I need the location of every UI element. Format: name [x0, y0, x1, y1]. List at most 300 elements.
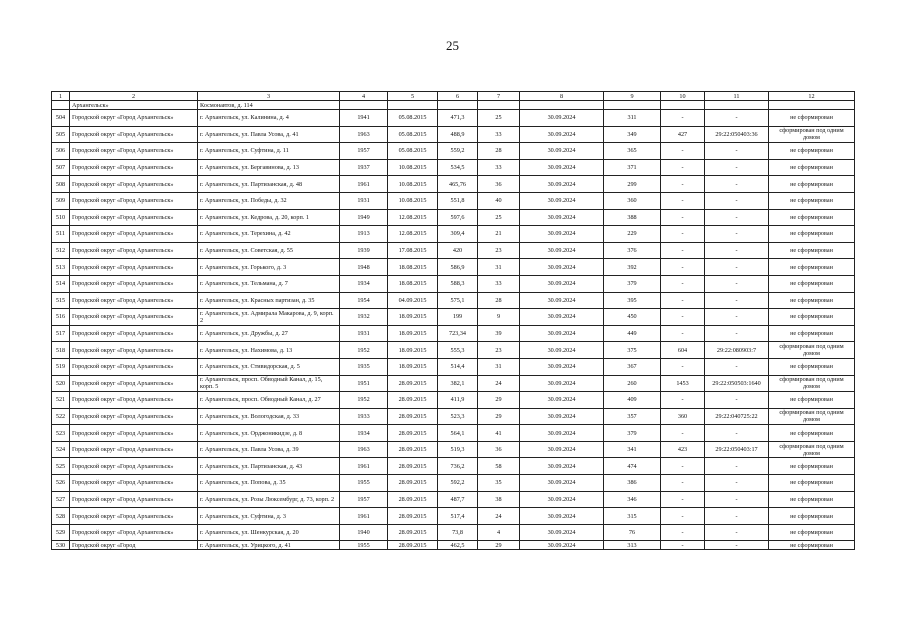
district-cell: Городской округ «Город Архангельск» — [70, 309, 198, 326]
deadline-date-cell: 30.09.2024 — [520, 309, 604, 326]
value-cell: 311 — [604, 110, 661, 127]
table-row — [52, 325, 855, 342]
status-cell: сформирован под одним домом — [769, 408, 855, 425]
area-cell: 736,2 — [438, 458, 478, 475]
district-cell: Городской округ «Город Архангельск» — [70, 408, 198, 425]
status-cell: не сформирован — [769, 309, 855, 326]
date-cell: 28.09.2015 — [388, 541, 438, 550]
status-cell: не сформирован — [769, 192, 855, 209]
district-cell: Городской округ «Город Архангельск» — [70, 441, 198, 458]
value-cell: 376 — [604, 242, 661, 259]
address-cell: г. Архангельск, ул. Красных партизан, д. 35 — [198, 292, 340, 309]
year-cell: 1931 — [340, 325, 388, 342]
date-cell: 10.08.2015 — [388, 159, 438, 176]
column-number-header-row — [52, 92, 855, 101]
date-cell: 28.09.2015 — [388, 475, 438, 492]
row-number-cell: 523 — [52, 425, 70, 442]
count-cell: 24 — [478, 508, 520, 525]
table-row — [52, 242, 855, 259]
cadastral-number-cell: - — [705, 176, 769, 193]
status-cell: не сформирован — [769, 392, 855, 409]
year-cell: 1955 — [340, 475, 388, 492]
district-cell: Городской округ «Город — [70, 541, 198, 550]
row-number-cell: 510 — [52, 209, 70, 226]
district-cell: Городской округ «Город Архангельск» — [70, 342, 198, 359]
cadastral-number-cell: 29:22:040725:22 — [705, 408, 769, 425]
row-number-cell: 530 — [52, 541, 70, 550]
continuation-row — [52, 101, 855, 110]
district-cell: Городской округ «Город Архангельск» — [70, 358, 198, 375]
date-cell: 28.09.2015 — [388, 392, 438, 409]
column-header: 2 — [70, 92, 198, 101]
row-number-cell: 507 — [52, 159, 70, 176]
cadastral-number-cell: - — [705, 392, 769, 409]
status-cell: не сформирован — [769, 242, 855, 259]
area-cell: 309,4 — [438, 226, 478, 243]
year-cell: 1952 — [340, 392, 388, 409]
year-cell: 1933 — [340, 408, 388, 425]
address-cell: Космонавтов, д. 114 — [198, 101, 340, 110]
year-cell: 1948 — [340, 259, 388, 276]
count-cell: 28 — [478, 143, 520, 160]
table-row — [52, 375, 855, 392]
row-number-cell: 511 — [52, 226, 70, 243]
value-cell: 395 — [604, 292, 661, 309]
area-cell: 559,2 — [438, 143, 478, 160]
year-cell: 1940 — [340, 524, 388, 541]
area-cell: 487,7 — [438, 491, 478, 508]
area-cell: 523,3 — [438, 408, 478, 425]
status-cell: не сформирован — [769, 259, 855, 276]
table-row — [52, 541, 855, 550]
cadastral-number-cell: - — [705, 524, 769, 541]
column-header: 7 — [478, 92, 520, 101]
district-cell: Городской округ «Город Архангельск» — [70, 259, 198, 276]
page-number: 25 — [446, 38, 459, 53]
table-row — [52, 309, 855, 326]
cadastral-number-cell: - — [705, 192, 769, 209]
status-cell: не сформирован — [769, 491, 855, 508]
cadastral-number-cell: - — [705, 143, 769, 160]
district-cell: Городской округ «Город Архангельск» — [70, 375, 198, 392]
cadastral-number-cell: - — [705, 325, 769, 342]
date-cell: 28.09.2015 — [388, 491, 438, 508]
district-cell: Городской округ «Город Архангельск» — [70, 458, 198, 475]
row-number-cell: 524 — [52, 441, 70, 458]
status-cell: не сформирован — [769, 508, 855, 525]
table-row — [52, 275, 855, 292]
cadastral-number-cell: - — [705, 275, 769, 292]
area-cell: 723,34 — [438, 325, 478, 342]
count-cell: 40 — [478, 192, 520, 209]
area-cell: 575,1 — [438, 292, 478, 309]
status-cell: сформирован под одним домом — [769, 441, 855, 458]
land-area-cell: 1453 — [661, 375, 705, 392]
land-area-cell: 604 — [661, 342, 705, 359]
row-number-cell: 505 — [52, 126, 70, 143]
year-cell: 1952 — [340, 342, 388, 359]
status-cell: не сформирован — [769, 209, 855, 226]
table-row — [52, 475, 855, 492]
district-cell: Городской округ «Город Архангельск» — [70, 226, 198, 243]
count-cell: 23 — [478, 242, 520, 259]
deadline-date-cell: 30.09.2024 — [520, 408, 604, 425]
status-cell: не сформирован — [769, 275, 855, 292]
row-number-cell: 509 — [52, 192, 70, 209]
address-cell: г. Архангельск, ул. Попова, д. 35 — [198, 475, 340, 492]
land-area-cell: - — [661, 192, 705, 209]
cadastral-number-cell: - — [705, 110, 769, 127]
table-row — [52, 508, 855, 525]
count-cell: 31 — [478, 259, 520, 276]
area-cell: 199 — [438, 309, 478, 326]
cadastral-number-cell: - — [705, 425, 769, 442]
column-header: 9 — [604, 92, 661, 101]
count-cell: 23 — [478, 342, 520, 359]
column-header: 3 — [198, 92, 340, 101]
value-cell: 474 — [604, 458, 661, 475]
table-row — [52, 110, 855, 127]
status-cell: не сформирован — [769, 226, 855, 243]
district-cell: Городской округ «Город Архангельск» — [70, 176, 198, 193]
address-cell: г. Архангельск, ул. Адмирала Макарова, д. 9, корп. 2 — [198, 309, 340, 326]
land-area-cell: - — [661, 176, 705, 193]
land-area-cell: 423 — [661, 441, 705, 458]
land-area-cell: - — [661, 209, 705, 226]
count-cell: 25 — [478, 209, 520, 226]
table-row — [52, 143, 855, 160]
value-cell: 299 — [604, 176, 661, 193]
table-row — [52, 491, 855, 508]
land-area-cell: - — [661, 259, 705, 276]
value-cell: 229 — [604, 226, 661, 243]
row-number-cell: 519 — [52, 358, 70, 375]
value-cell: 341 — [604, 441, 661, 458]
status-cell: не сформирован — [769, 325, 855, 342]
table-row — [52, 259, 855, 276]
deadline-date-cell: 30.09.2024 — [520, 259, 604, 276]
address-cell: г. Архангельск, ул. Тельмана, д. 7 — [198, 275, 340, 292]
date-cell: 10.08.2015 — [388, 192, 438, 209]
district-cell: Городской округ «Город Архангельск» — [70, 508, 198, 525]
area-cell: 564,1 — [438, 425, 478, 442]
deadline-date-cell: 30.09.2024 — [520, 275, 604, 292]
value-cell: 346 — [604, 491, 661, 508]
date-cell: 18.09.2015 — [388, 358, 438, 375]
year-cell: 1961 — [340, 458, 388, 475]
year-cell: 1934 — [340, 275, 388, 292]
value-cell: 365 — [604, 143, 661, 160]
table-row — [52, 342, 855, 359]
count-cell: 29 — [478, 392, 520, 409]
land-area-cell: - — [661, 143, 705, 160]
address-cell: г. Архангельск, ул. Орджоникидзе, д. 8 — [198, 425, 340, 442]
column-header: 4 — [340, 92, 388, 101]
date-cell: 28.09.2015 — [388, 375, 438, 392]
land-area-cell: - — [661, 524, 705, 541]
row-number-cell: 504 — [52, 110, 70, 127]
column-header: 10 — [661, 92, 705, 101]
count-cell: 41 — [478, 425, 520, 442]
deadline-date-cell: 30.09.2024 — [520, 342, 604, 359]
row-number-cell: 513 — [52, 259, 70, 276]
land-area-cell: - — [661, 275, 705, 292]
cadastral-number-cell: - — [705, 358, 769, 375]
deadline-date-cell: 30.09.2024 — [520, 292, 604, 309]
date-cell: 05.08.2015 — [388, 126, 438, 143]
count-cell: 58 — [478, 458, 520, 475]
land-area-cell: - — [661, 292, 705, 309]
district-cell: Городской округ «Город Архангельск» — [70, 242, 198, 259]
count-cell: 28 — [478, 292, 520, 309]
address-cell: г. Архангельск, ул. Шенкурская, д. 20 — [198, 524, 340, 541]
address-cell: г. Архангельск, ул. Калинина, д. 4 — [198, 110, 340, 127]
land-area-cell: - — [661, 226, 705, 243]
land-area-cell: - — [661, 110, 705, 127]
row-number-cell: 526 — [52, 475, 70, 492]
value-cell: 379 — [604, 425, 661, 442]
cadastral-number-cell: - — [705, 242, 769, 259]
table-row — [52, 358, 855, 375]
row-number-cell: 515 — [52, 292, 70, 309]
year-cell: 1939 — [340, 242, 388, 259]
status-cell: не сформирован — [769, 541, 855, 550]
address-cell: г. Архангельск, ул. Урицкого, д. 41 — [198, 541, 340, 550]
district-cell: Городской округ «Город Архангельск» — [70, 491, 198, 508]
value-cell: 315 — [604, 508, 661, 525]
date-cell: 04.09.2015 — [388, 292, 438, 309]
status-cell: не сформирован — [769, 292, 855, 309]
table-row — [52, 176, 855, 193]
year-cell: 1963 — [340, 126, 388, 143]
year-cell: 1941 — [340, 110, 388, 127]
year-cell: 1937 — [340, 159, 388, 176]
address-cell: г. Архангельск, ул. Партизанская, д. 48 — [198, 176, 340, 193]
area-cell: 471,3 — [438, 110, 478, 127]
address-cell: г. Архангельск, ул. Горького, д. 3 — [198, 259, 340, 276]
cadastral-number-cell: - — [705, 292, 769, 309]
date-cell: 18.08.2015 — [388, 259, 438, 276]
table-row — [52, 126, 855, 143]
count-cell: 38 — [478, 491, 520, 508]
count-cell: 36 — [478, 441, 520, 458]
row-number-cell: 508 — [52, 176, 70, 193]
status-cell: не сформирован — [769, 110, 855, 127]
count-cell: 35 — [478, 475, 520, 492]
value-cell: 349 — [604, 126, 661, 143]
table-row — [52, 292, 855, 309]
address-cell: г. Архангельск, ул. Терехина, д. 42 — [198, 226, 340, 243]
date-cell: 18.09.2015 — [388, 325, 438, 342]
date-cell: 18.09.2015 — [388, 309, 438, 326]
area-cell: 551,8 — [438, 192, 478, 209]
cadastral-number-cell: 29:22:050403:17 — [705, 441, 769, 458]
row-number-cell: 514 — [52, 275, 70, 292]
column-header: 6 — [438, 92, 478, 101]
deadline-date-cell: 30.09.2024 — [520, 226, 604, 243]
area-cell: 586,9 — [438, 259, 478, 276]
date-cell: 28.09.2015 — [388, 458, 438, 475]
table-row — [52, 425, 855, 442]
land-area-cell: - — [661, 475, 705, 492]
district-cell: Городской округ «Город Архангельск» — [70, 192, 198, 209]
date-cell: 28.09.2015 — [388, 508, 438, 525]
table-row — [52, 524, 855, 541]
year-cell: 1963 — [340, 441, 388, 458]
table-row — [52, 408, 855, 425]
year-cell: 1957 — [340, 143, 388, 160]
count-cell: 4 — [478, 524, 520, 541]
status-cell: не сформирован — [769, 524, 855, 541]
address-cell: г. Архангельск, ул. Партизанская, д. 43 — [198, 458, 340, 475]
row-number-cell: 528 — [52, 508, 70, 525]
area-cell: 519,3 — [438, 441, 478, 458]
column-header: 1 — [52, 92, 70, 101]
row-number-cell: 522 — [52, 408, 70, 425]
deadline-date-cell: 30.09.2024 — [520, 242, 604, 259]
value-cell: 313 — [604, 541, 661, 550]
count-cell: 31 — [478, 358, 520, 375]
value-cell: 449 — [604, 325, 661, 342]
area-cell: 382,1 — [438, 375, 478, 392]
table-row — [52, 159, 855, 176]
status-cell: не сформирован — [769, 176, 855, 193]
value-cell: 371 — [604, 159, 661, 176]
land-area-cell: - — [661, 242, 705, 259]
land-area-cell: 427 — [661, 126, 705, 143]
date-cell: 05.08.2015 — [388, 143, 438, 160]
district-cell: Городской округ «Город Архангельск» — [70, 126, 198, 143]
column-header: 11 — [705, 92, 769, 101]
address-cell: г. Архангельск, ул. Советская, д. 55 — [198, 242, 340, 259]
year-cell: 1951 — [340, 375, 388, 392]
value-cell: 379 — [604, 275, 661, 292]
row-number-cell: 520 — [52, 375, 70, 392]
district-cell: Архангельск» — [70, 101, 198, 110]
deadline-date-cell: 30.09.2024 — [520, 159, 604, 176]
deadline-date-cell: 30.09.2024 — [520, 425, 604, 442]
district-cell: Городской округ «Город Архангельск» — [70, 524, 198, 541]
value-cell: 367 — [604, 358, 661, 375]
address-cell: г. Архангельск, ул. Розы Люксембург, д. 73, корп. 2 — [198, 491, 340, 508]
deadline-date-cell: 30.09.2024 — [520, 375, 604, 392]
status-cell: не сформирован — [769, 143, 855, 160]
row-number-cell: 518 — [52, 342, 70, 359]
column-header: 5 — [388, 92, 438, 101]
address-cell: г. Архангельск, ул. Павла Усова, д. 39 — [198, 441, 340, 458]
date-cell: 12.08.2015 — [388, 209, 438, 226]
count-cell: 33 — [478, 126, 520, 143]
date-cell: 18.09.2015 — [388, 342, 438, 359]
district-cell: Городской округ «Город Архангельск» — [70, 275, 198, 292]
address-cell: г. Архангельск, ул. Кедрова, д. 20, корп. 1 — [198, 209, 340, 226]
count-cell: 33 — [478, 275, 520, 292]
address-cell: г. Архангельск, просп. Обводный Канал, д. 27 — [198, 392, 340, 409]
district-cell: Городской округ «Город Архангельск» — [70, 159, 198, 176]
cadastral-number-cell: - — [705, 508, 769, 525]
row-number-cell: 517 — [52, 325, 70, 342]
date-cell: 28.09.2015 — [388, 425, 438, 442]
address-cell: г. Архангельск, ул. Суфтина, д. 11 — [198, 143, 340, 160]
table-row — [52, 441, 855, 458]
deadline-date-cell: 30.09.2024 — [520, 458, 604, 475]
deadline-date-cell: 30.09.2024 — [520, 475, 604, 492]
status-cell: не сформирован — [769, 358, 855, 375]
cadastral-number-cell: - — [705, 259, 769, 276]
area-cell: 517,4 — [438, 508, 478, 525]
count-cell: 24 — [478, 375, 520, 392]
count-cell: 21 — [478, 226, 520, 243]
land-area-cell: - — [661, 541, 705, 550]
housing-register-table — [51, 91, 855, 550]
value-cell: 357 — [604, 408, 661, 425]
land-area-cell: - — [661, 491, 705, 508]
year-cell: 1957 — [340, 491, 388, 508]
year-cell: 1935 — [340, 358, 388, 375]
cadastral-number-cell: - — [705, 491, 769, 508]
year-cell: 1913 — [340, 226, 388, 243]
cadastral-number-cell: - — [705, 541, 769, 550]
deadline-date-cell: 30.09.2024 — [520, 491, 604, 508]
year-cell: 1934 — [340, 425, 388, 442]
deadline-date-cell: 30.09.2024 — [520, 192, 604, 209]
deadline-date-cell: 30.09.2024 — [520, 325, 604, 342]
column-header: 8 — [520, 92, 604, 101]
area-cell: 597,6 — [438, 209, 478, 226]
table-row — [52, 209, 855, 226]
status-cell: не сформирован — [769, 475, 855, 492]
date-cell: 28.09.2015 — [388, 408, 438, 425]
count-cell: 33 — [478, 159, 520, 176]
cadastral-number-cell: - — [705, 475, 769, 492]
deadline-date-cell: 30.09.2024 — [520, 441, 604, 458]
area-cell: 420 — [438, 242, 478, 259]
table-row — [52, 226, 855, 243]
land-area-cell: - — [661, 358, 705, 375]
address-cell: г. Архангельск, ул. Победы, д. 32 — [198, 192, 340, 209]
status-cell: сформирован под одним домом — [769, 126, 855, 143]
count-cell: 39 — [478, 325, 520, 342]
date-cell: 05.08.2015 — [388, 110, 438, 127]
date-cell: 18.08.2015 — [388, 275, 438, 292]
district-cell: Городской округ «Город Архангельск» — [70, 325, 198, 342]
area-cell: 514,4 — [438, 358, 478, 375]
value-cell: 360 — [604, 192, 661, 209]
status-cell: не сформирован — [769, 425, 855, 442]
address-cell: г. Архангельск, ул. Нахимова, д. 13 — [198, 342, 340, 359]
date-cell: 10.08.2015 — [388, 176, 438, 193]
land-area-cell: - — [661, 458, 705, 475]
address-cell: г. Архангельск, ул. Бергавинова, д. 13 — [198, 159, 340, 176]
status-cell: сформирован под одним домом — [769, 375, 855, 392]
district-cell: Городской округ «Город Архангельск» — [70, 475, 198, 492]
district-cell: Городской округ «Город Архангельск» — [70, 143, 198, 160]
year-cell: 1949 — [340, 209, 388, 226]
value-cell: 76 — [604, 524, 661, 541]
row-number-cell: 527 — [52, 491, 70, 508]
address-cell: г. Архангельск, ул. Суфтина, д. 3 — [198, 508, 340, 525]
row-number-cell: 525 — [52, 458, 70, 475]
date-cell: 12.08.2015 — [388, 226, 438, 243]
count-cell: 9 — [478, 309, 520, 326]
land-area-cell: - — [661, 325, 705, 342]
district-cell: Городской округ «Город Архангельск» — [70, 292, 198, 309]
cadastral-number-cell: 29:22:080903:7 — [705, 342, 769, 359]
district-cell: Городской округ «Город Архангельск» — [70, 110, 198, 127]
land-area-cell: - — [661, 508, 705, 525]
cadastral-number-cell: - — [705, 209, 769, 226]
land-area-cell: - — [661, 392, 705, 409]
